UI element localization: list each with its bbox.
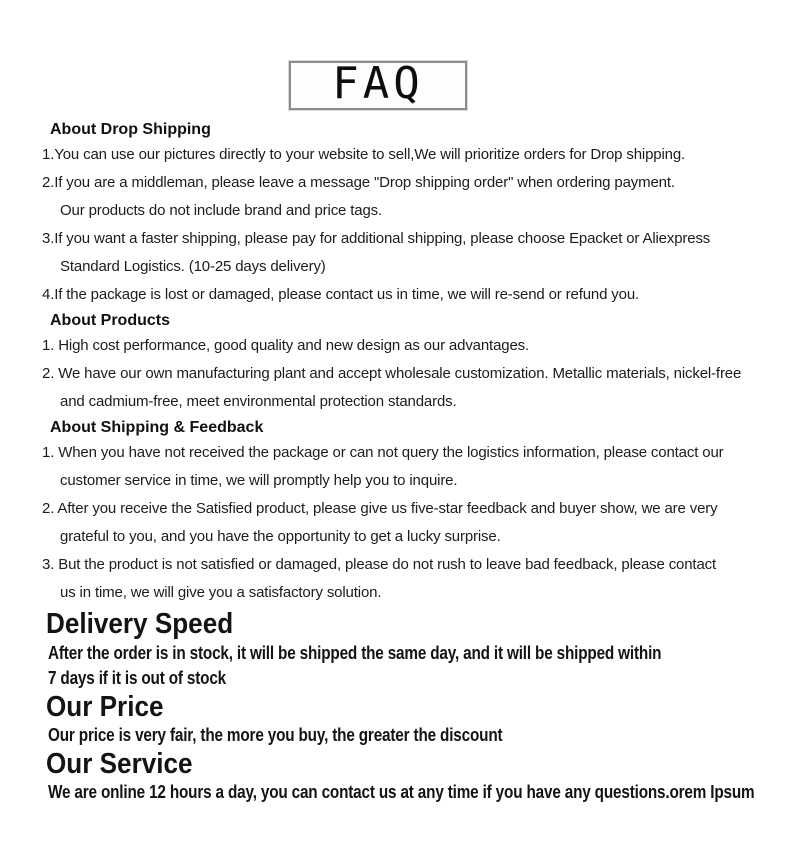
- info-line: 7 days if it is out of stock: [48, 668, 227, 688]
- faq-page: [0, 57, 800, 861]
- info-line: After the order is in stock, it will be shipped the same day, and it will be shipped within: [48, 643, 662, 663]
- section-our-service: [0, 748, 800, 805]
- section-heading: About Shipping & Feedback: [50, 419, 264, 436]
- faq-line: us in time, we will give you a satisfactory solution.: [60, 584, 382, 601]
- info-heading: Our Price: [46, 691, 164, 723]
- faq-line: 1. High cost performance, good quality and new design as our advantages.: [42, 337, 530, 354]
- info-heading: Our Service: [46, 748, 193, 780]
- faq-line: 1.You can use our pictures directly to your website to sell,We will prioritize orders for Drop shipping.: [42, 146, 686, 163]
- faq-line: 2.If you are a middleman, please leave a message "Drop shipping order" when ordering payment.: [42, 174, 675, 191]
- section-about-drop-shipping: [0, 118, 800, 309]
- section-heading: About Products: [50, 312, 170, 329]
- faq-line: 3. But the product is not satisfied or damaged, please do not rush to leave bad feedback, please contact: [42, 556, 717, 573]
- section-heading: About Drop Shipping: [50, 121, 211, 138]
- section-delivery-speed: [0, 607, 800, 691]
- faq-line: 2. We have our own manufacturing plant and accept wholesale customization. Metallic materials, nickel-free: [42, 365, 742, 382]
- faq-line: 1. When you have not received the package or can not query the logistics information, please contact our: [42, 444, 724, 461]
- faq-line: 2. After you receive the Satisfied product, please give us five-star feedback and buyer show, we are very: [42, 500, 718, 517]
- faq-line: 3.If you want a faster shipping, please pay for additional shipping, please choose Epacket or Aliexpress: [42, 230, 711, 247]
- faq-line: Standard Logistics. (10-25 days delivery): [60, 258, 326, 275]
- faq-line: customer service in time, we will promptly help you to inquire.: [60, 472, 458, 489]
- faq-line: Our products do not include brand and price tags.: [60, 202, 383, 219]
- info-line: We are online 12 hours a day, you can contact us at any time if you have any questions.orem Ipsum: [48, 782, 755, 802]
- info-heading: Delivery Speed: [46, 608, 234, 640]
- faq-line: 4.If the package is lost or damaged, please contact us in time, we will re-send or refund you.: [42, 286, 640, 303]
- faq-title-box: [289, 57, 467, 110]
- faq-line: and cadmium-free, meet environmental protection standards.: [60, 393, 457, 410]
- info-line: Our price is very fair, the more you buy, the greater the discount: [48, 725, 503, 745]
- section-about-products: [0, 309, 800, 416]
- page-title: FAQ: [332, 57, 424, 109]
- faq-line: grateful to you, and you have the opportunity to get a lucky surprise.: [60, 528, 501, 545]
- section-about-shipping-feedback: [0, 416, 800, 607]
- section-our-price: [0, 691, 800, 748]
